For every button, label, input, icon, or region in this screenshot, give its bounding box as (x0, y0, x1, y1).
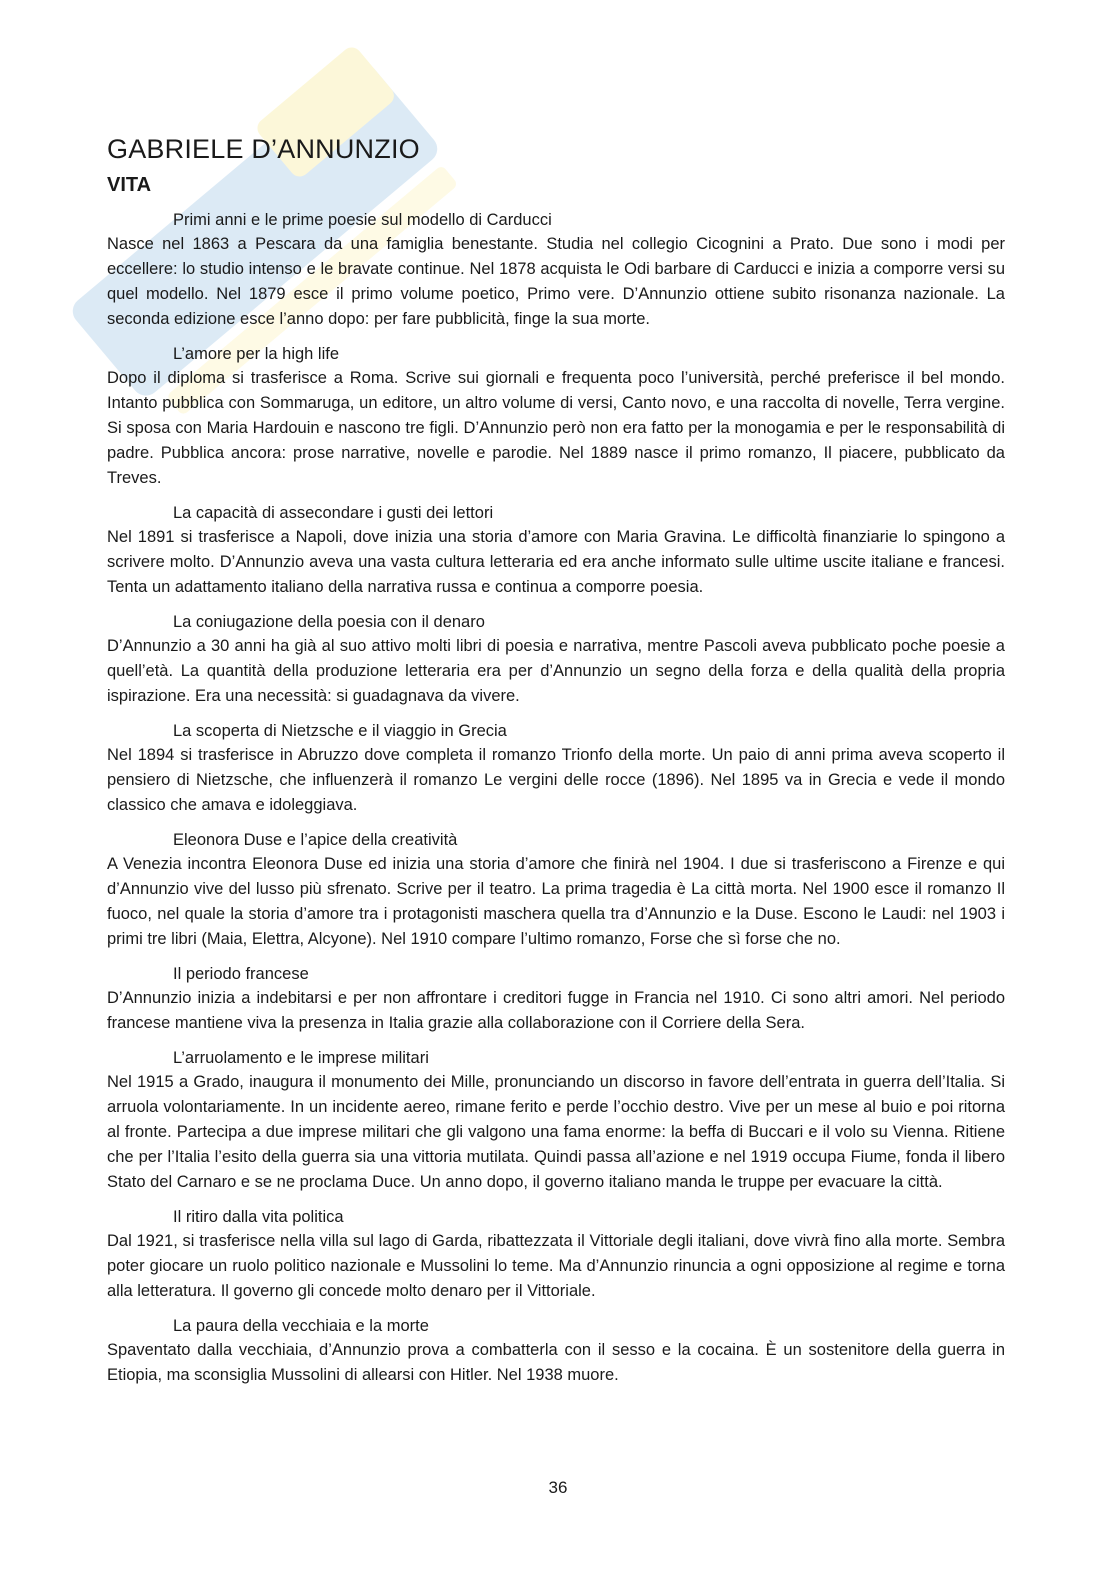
section-body: Nel 1891 si trasferisce a Napoli, dove inizia una storia d’amore con Maria Gravina. Le difficoltà finanziarie lo spingono a scrivere molto. D’Annunzio aveva una vasta cultura letteraria ed era anche informato sulle ultime uscite italiane e francesi. Tenta un adattamento italiano della narrativa russa e continua a comporre poesia. (107, 528, 1005, 596)
section-heading: L’arruolamento e le imprese militari (173, 1049, 429, 1067)
document-subtitle: VITA (107, 174, 152, 196)
section-body: D’Annunzio inizia a indebitarsi e per non affrontare i creditori fugge in Francia nel 1910. Ci sono altri amori. Nel periodo francese mantiene viva la presenza in Italia grazie alla collaborazione con il Corriere della Sera. (107, 989, 1005, 1032)
section (107, 1046, 1005, 1195)
section-heading: Eleonora Duse e l’apice della creatività (173, 831, 458, 849)
page-number: 36 (548, 1478, 568, 1497)
section (107, 208, 1005, 332)
section (107, 1314, 1005, 1388)
section (107, 501, 1005, 600)
section-heading: La scoperta di Nietzsche e il viaggio in Grecia (173, 722, 507, 740)
document-page (107, 132, 1005, 1398)
section-body: Dopo il diploma si trasferisce a Roma. Scrive sui giornali e frequenta poco l’università, perché preferisce il bel mondo. Intanto pubblica con Sommaruga, un editore, un altro volume di versi, Canto novo, e una raccolta di novelle, Terra vergine. Si sposa con Maria Hardouin e nascono tre figli. D’Annunzio però non era fatto per la monogamia e per le responsabilità di padre. Pubblica ancora: prose narrative, novelle e parodie. Nel 1889 nasce il primo romanzo, Il piacere, pubblicato da Treves. (107, 369, 1005, 487)
section-heading: Primi anni e le prime poesie sul modello di Carducci (173, 211, 552, 229)
section (107, 1205, 1005, 1304)
section-heading: L’amore per la high life (173, 345, 340, 363)
section-heading: Il ritiro dalla vita politica (173, 1208, 344, 1226)
section-heading: Il periodo francese (173, 965, 309, 983)
document-title: GABRIELE D’ANNUNZIO (107, 134, 420, 164)
section-heading: La coniugazione della poesia con il denaro (173, 613, 485, 631)
section-body: Spaventato dalla vecchiaia, d’Annunzio prova a combatterla con il sesso e la cocaina. È un sostenitore della guerra in Etiopia, ma sconsiglia Mussolini di allearsi con Hitler. Nel 1938 muore. (107, 1341, 1005, 1384)
section-heading: La capacità di assecondare i gusti dei lettori (173, 504, 494, 522)
section-body: Nel 1915 a Grado, inaugura il monumento dei Mille, pronunciando un discorso in favore dell’entrata in guerra dell’Italia. Si arruola volontariamente. In un incidente aereo, rimane ferito e perde l’occhio destro. Vive per un mese al buio e poi ritorna al fronte. Partecipa a due imprese militari che gli valgono una fama enorme: la beffa di Buccari e il volo su Vienna. Ritiene che per l’Italia l’esito della guerra sia una vittoria mutilata. Quindi passa all’azione e nel 1919 occupa Fiume, fonda il libero Stato del Carnaro e se ne proclama Duce. Un anno dopo, il governo italiano manda le truppe per evacuare la città. (107, 1073, 1005, 1191)
section (107, 719, 1005, 818)
section-body: D’Annunzio a 30 anni ha già al suo attivo molti libri di poesia e narrativa, mentre Pascoli aveva pubblicato poche poesie a quell’età. La quantità della produzione letteraria era per d’Annunzio un segno della forza e della qualità della propria ispirazione. Era una necessità: si guadagnava da vivere. (107, 637, 1005, 705)
section (107, 962, 1005, 1036)
section-body: Dal 1921, si trasferisce nella villa sul lago di Garda, ribattezzata il Vittoriale degli italiani, dove vivrà fino alla morte. Sembra poter giocare un ruolo politico nazionale e Mussolini lo teme. Ma d’Annunzio rinuncia a ogni opposizione al regime e torna alla letteratura. Il governo gli concede molto denaro per il Vittoriale. (107, 1232, 1005, 1300)
section-heading: La paura della vecchiaia e la morte (173, 1317, 429, 1335)
section-body: Nasce nel 1863 a Pescara da una famiglia benestante. Studia nel collegio Cicognini a Prato. Due sono i modi per eccellere: lo studio intenso e le bravate continue. Nel 1878 acquista le Odi barbare di Carducci e inizia a comporre versi su quel modello. Nel 1879 esce il primo volume poetico, Primo vere. D’Annunzio ottiene subito risonanza nazionale. La seconda edizione esce l’anno dopo: per fare pubblicità, finge la sua morte. (107, 235, 1005, 328)
section (107, 828, 1005, 952)
section (107, 610, 1005, 709)
section-body: A Venezia incontra Eleonora Duse ed inizia una storia d’amore che finirà nel 1904. I due si trasferiscono a Firenze e qui d’Annunzio vive del lusso più sfrenato. Scrive per il teatro. La prima tragedia è La città morta. Nel 1900 esce il romanzo Il fuoco, nel quale la storia d’amore tra i protagonisti maschera quella tra d’Annunzio e la Duse. Escono le Laudi: nel 1903 i primi tre libri (Maia, Elettra, Alcyone). Nel 1910 compare l’ultimo romanzo, Forse che sì forse che no. (107, 855, 1005, 948)
section (107, 342, 1005, 491)
section-body: Nel 1894 si trasferisce in Abruzzo dove completa il romanzo Trionfo della morte. Un paio di anni prima aveva scoperto il pensiero di Nietzsche, che influenzerà il romanzo Le vergini delle rocce (1896). Nel 1895 va in Grecia e vede il mondo classico che amava e idoleggiava. (107, 746, 1005, 814)
